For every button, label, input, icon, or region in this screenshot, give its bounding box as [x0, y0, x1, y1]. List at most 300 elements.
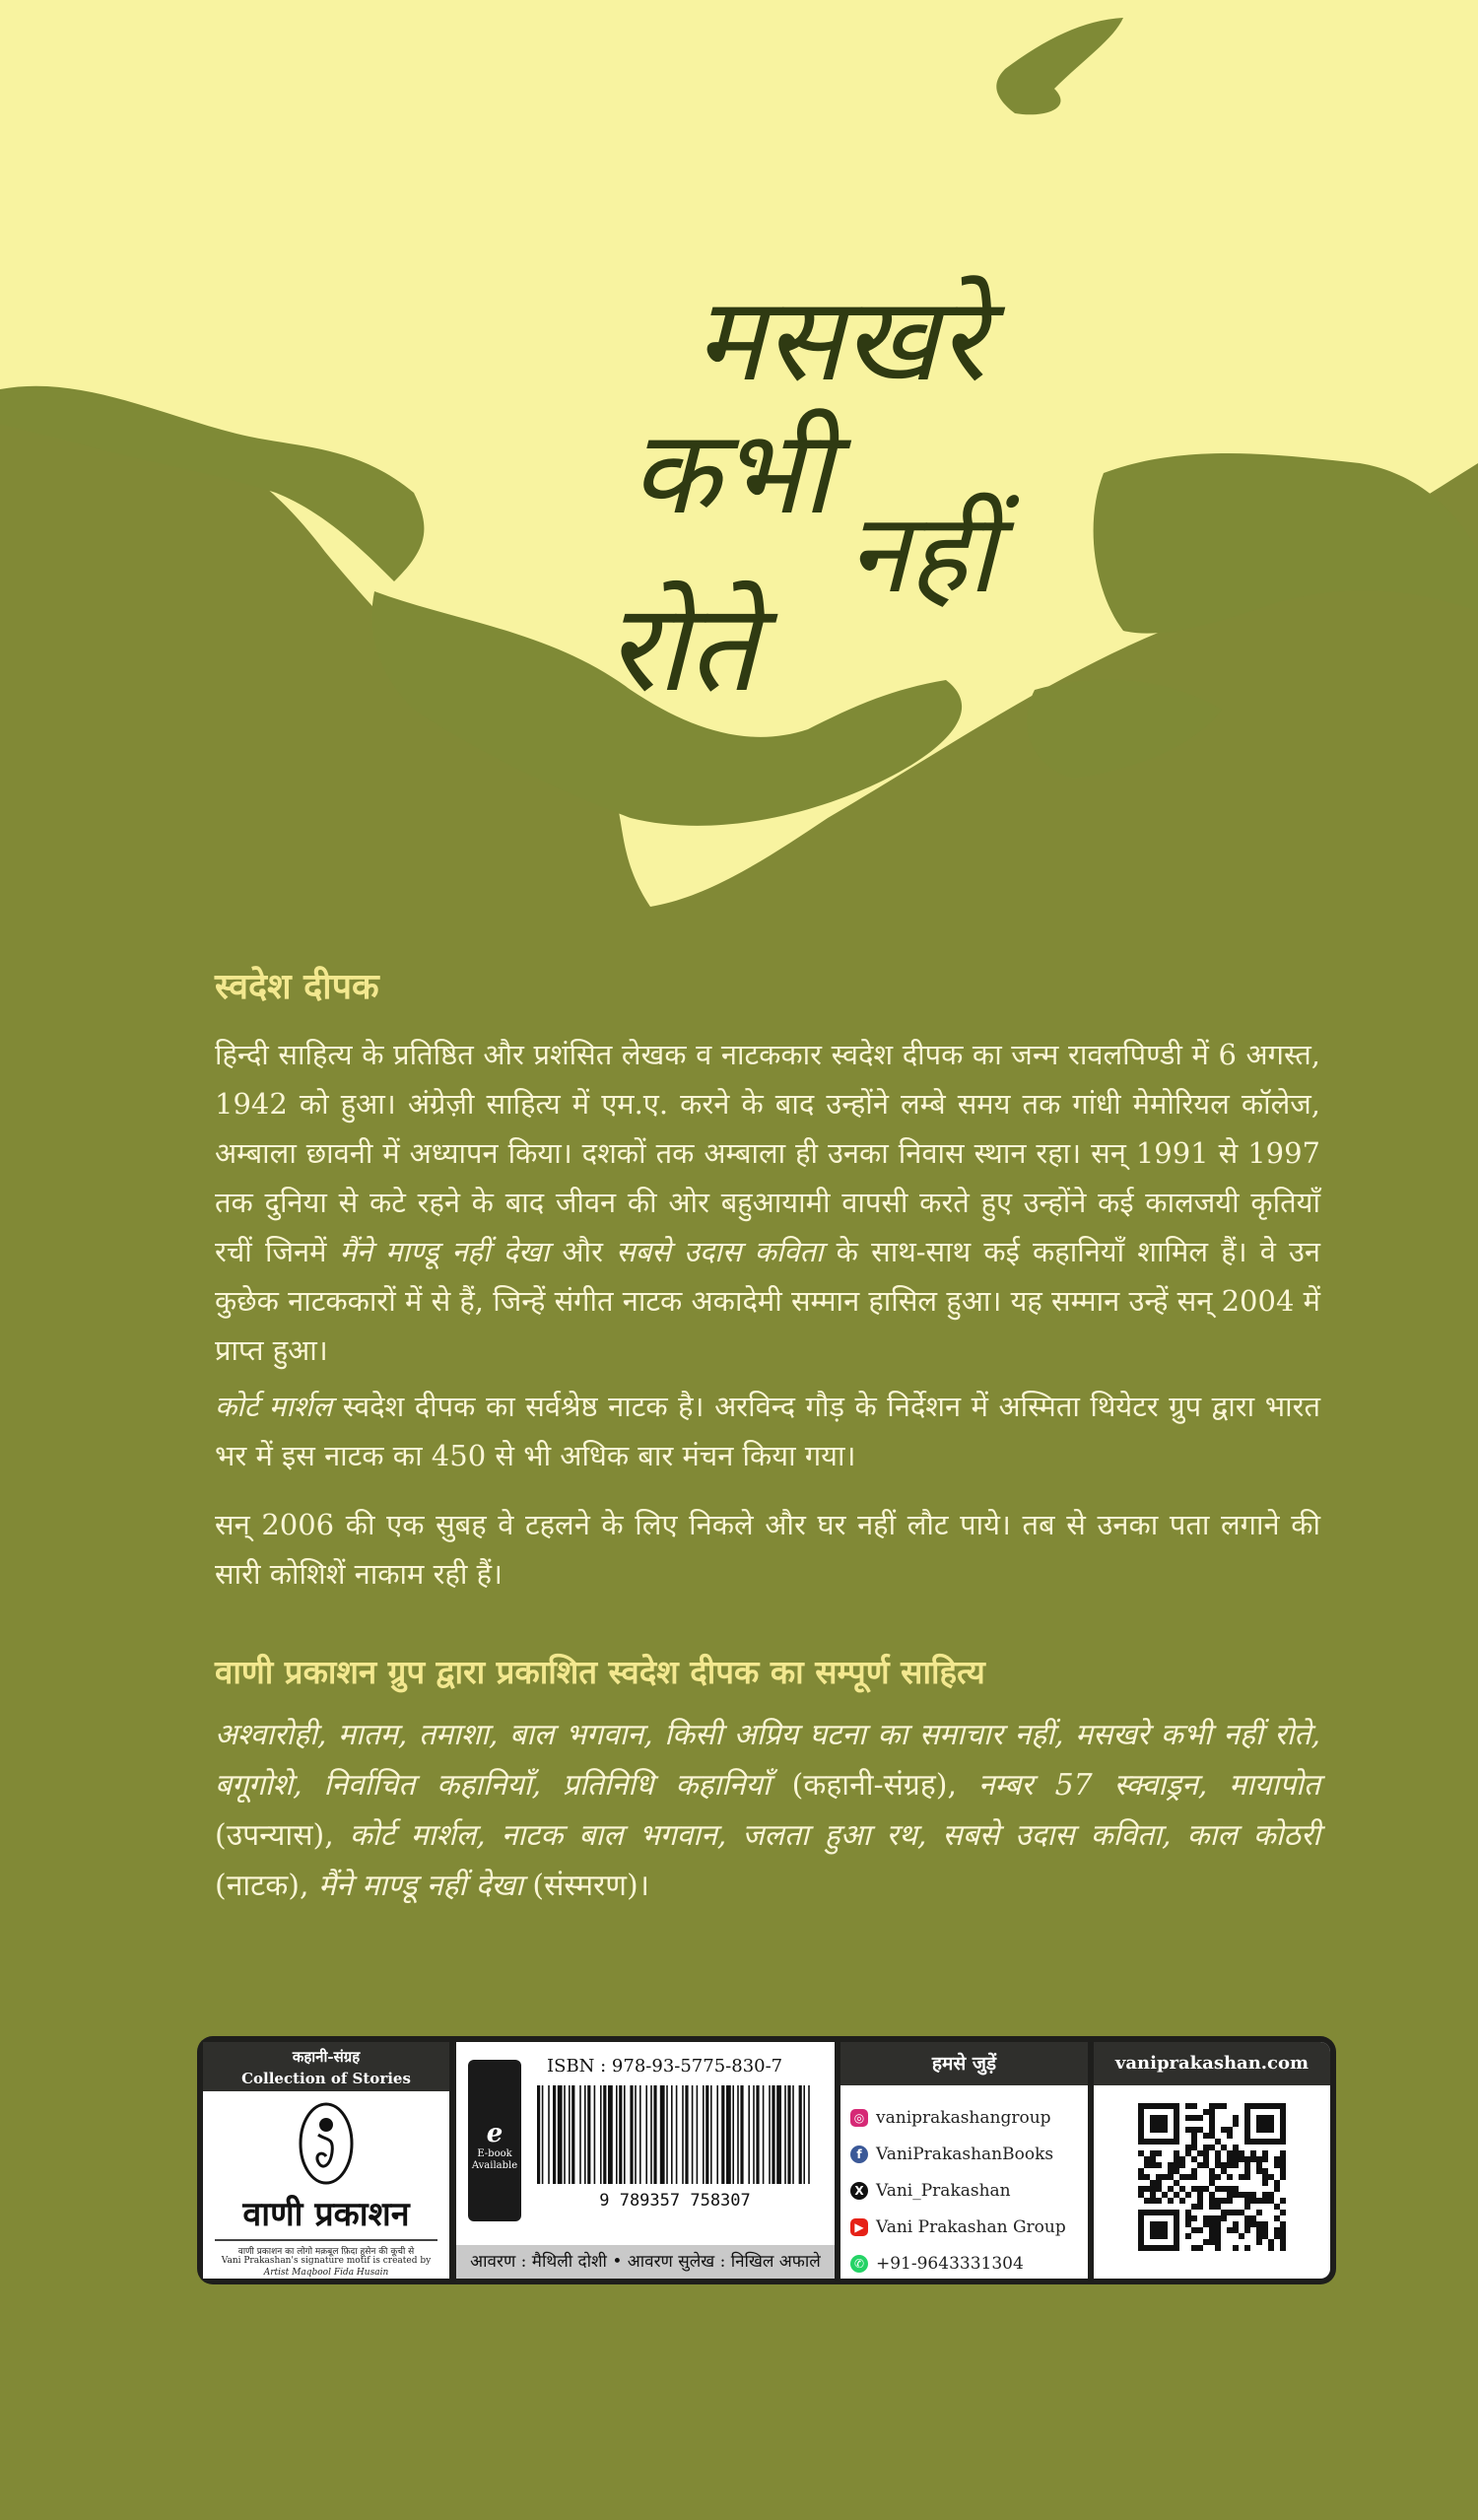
qr-module — [1250, 2192, 1256, 2198]
barcode-bar — [619, 2085, 622, 2184]
qr-module — [1244, 2168, 1250, 2174]
qr-module — [1185, 2221, 1191, 2227]
barcode-bar — [553, 2085, 556, 2184]
qr-module — [1144, 2139, 1150, 2145]
qr-module — [1268, 2192, 1274, 2198]
barcode-bar — [792, 2085, 794, 2184]
qr-module — [1144, 2103, 1150, 2109]
qr-module — [1138, 2192, 1144, 2198]
qr-module — [1215, 2227, 1221, 2233]
qr-module — [1185, 2115, 1191, 2121]
qr-module — [1197, 2186, 1203, 2192]
qr-module — [1203, 2186, 1209, 2192]
qr-module — [1215, 2156, 1221, 2162]
qr-module — [1256, 2127, 1262, 2133]
barcode-bar — [660, 2085, 665, 2184]
qr-module — [1197, 2204, 1203, 2210]
qr-module — [1138, 2174, 1144, 2180]
qr-module — [1156, 2121, 1162, 2127]
qr-module — [1168, 2245, 1174, 2251]
qr-module — [1209, 2192, 1215, 2198]
qr-module — [1156, 2127, 1162, 2133]
qr-module — [1156, 2139, 1162, 2145]
barcode-bar — [542, 2085, 544, 2184]
qr-module — [1156, 2245, 1162, 2251]
qr-module — [1268, 2127, 1274, 2133]
ebook-available-label: Available — [471, 2160, 518, 2171]
qr-module — [1174, 2168, 1179, 2174]
barcode-bar — [650, 2085, 652, 2184]
qr-module — [1233, 2221, 1239, 2227]
qr-module — [1280, 2227, 1286, 2233]
qr-module — [1244, 2198, 1250, 2204]
qr-module — [1162, 2210, 1168, 2215]
barcode-bar — [653, 2085, 656, 2184]
qr-module — [1150, 2150, 1156, 2156]
qr-module — [1268, 2139, 1274, 2145]
barcode-bar — [808, 2085, 810, 2184]
qr-module — [1227, 2186, 1233, 2192]
qr-module — [1256, 2156, 1262, 2162]
social-x[interactable] — [850, 2176, 1011, 2206]
barcode-bar — [603, 2085, 606, 2184]
qr-module — [1244, 2215, 1250, 2221]
barcode-bar — [579, 2085, 581, 2184]
qr-module — [1150, 2121, 1156, 2127]
qr-module — [1162, 2121, 1168, 2127]
barcode-bar — [716, 2085, 718, 2184]
qr-module — [1274, 2227, 1280, 2233]
qr-module — [1262, 2198, 1268, 2204]
qr-module — [1138, 2127, 1144, 2133]
qr-module — [1256, 2139, 1262, 2145]
qr-module — [1256, 2210, 1262, 2215]
qr-module — [1250, 2150, 1256, 2156]
barcode-bar — [803, 2085, 805, 2184]
qr-module — [1227, 2227, 1233, 2233]
barcode-bar — [740, 2085, 743, 2184]
qr-module — [1244, 2162, 1250, 2168]
qr-module — [1262, 2221, 1268, 2227]
qr-module — [1174, 2139, 1179, 2145]
qr-module — [1244, 2221, 1250, 2227]
qr-module — [1215, 2233, 1221, 2239]
qr-module — [1274, 2215, 1280, 2221]
barcode-bar — [756, 2085, 759, 2184]
qr-module — [1191, 2204, 1197, 2210]
qr-module — [1274, 2186, 1280, 2192]
qr-module — [1280, 2109, 1286, 2115]
barcode-bar — [608, 2085, 613, 2184]
qr-module — [1174, 2133, 1179, 2139]
qr-module — [1274, 2103, 1280, 2109]
qr-module — [1233, 2227, 1239, 2233]
qr-module — [1233, 2186, 1239, 2192]
qr-module — [1174, 2210, 1179, 2215]
barcode-bar — [639, 2085, 641, 2184]
qr-module — [1144, 2186, 1150, 2192]
qr-module — [1227, 2174, 1233, 2180]
qr-module — [1268, 2239, 1274, 2245]
qr-module — [1262, 2227, 1268, 2233]
qr-module — [1209, 2239, 1215, 2245]
qr-module — [1244, 2204, 1250, 2210]
qr-module — [1150, 2210, 1156, 2215]
cover-credits: आवरण : मैथिली दोशी • आवरण सुलेख : निखिल अफाले — [456, 2245, 835, 2279]
qr-module — [1156, 2180, 1162, 2186]
qr-module — [1244, 2103, 1250, 2109]
qr-module — [1174, 2180, 1179, 2186]
qr-module — [1144, 2156, 1150, 2162]
qr-module — [1174, 2121, 1179, 2127]
barcode-bar — [587, 2085, 590, 2184]
barcode-bar — [682, 2085, 684, 2184]
barcode-bar — [705, 2085, 708, 2184]
qr-module — [1215, 2174, 1221, 2180]
barcode-bar — [558, 2085, 563, 2184]
qr-module — [1262, 2139, 1268, 2145]
qr-module — [1174, 2109, 1179, 2115]
qr-module — [1191, 2227, 1197, 2233]
qr-module — [1138, 2245, 1144, 2251]
qr-module — [1168, 2198, 1174, 2204]
qr-module — [1221, 2103, 1227, 2109]
qr-module — [1156, 2115, 1162, 2121]
qr-module — [1191, 2103, 1197, 2109]
qr-module — [1280, 2139, 1286, 2145]
qr-module — [1256, 2239, 1262, 2245]
qr-module — [1280, 2233, 1286, 2239]
barcode-bar — [537, 2085, 540, 2184]
social-instagram[interactable] — [850, 2103, 1051, 2133]
barcode-bar — [784, 2085, 786, 2184]
qr-module — [1227, 2192, 1233, 2198]
qr-module — [1268, 2245, 1274, 2251]
qr-module — [1274, 2162, 1280, 2168]
work-title: मैंने माण्डू नहीं देखा — [339, 1235, 550, 1268]
qr-module — [1168, 2174, 1174, 2180]
qr-module — [1215, 2150, 1221, 2156]
website-url[interactable]: vaniprakashan.com — [1094, 2042, 1330, 2085]
qr-module — [1150, 2139, 1156, 2145]
genre-label — [203, 2042, 449, 2091]
barcode-bar — [666, 2085, 668, 2184]
logo-artist: Artist Maqbool Fida Husain — [263, 2268, 389, 2278]
qr-module — [1256, 2227, 1262, 2233]
qr-module — [1233, 2150, 1239, 2156]
qr-module — [1156, 2150, 1162, 2156]
barcode-bar — [635, 2085, 637, 2184]
qr-module — [1197, 2127, 1203, 2133]
qr-module — [1250, 2139, 1256, 2145]
qr-module — [1203, 2239, 1209, 2245]
qr-module — [1221, 2127, 1227, 2133]
qr-code-icon[interactable] — [1138, 2103, 1286, 2251]
qr-module — [1150, 2227, 1156, 2233]
qr-module — [1274, 2204, 1280, 2210]
title-line-2: कभी — [631, 404, 833, 540]
qr-module — [1138, 2239, 1144, 2245]
barcode-bar — [630, 2085, 633, 2184]
barcode-bar — [616, 2085, 618, 2184]
qr-module — [1221, 2186, 1227, 2192]
qr-module — [1138, 2233, 1144, 2239]
qr-module — [1250, 2221, 1256, 2227]
qr-module — [1233, 2115, 1239, 2121]
barcode-bar — [685, 2085, 688, 2184]
qr-module — [1144, 2210, 1150, 2215]
qr-module — [1162, 2233, 1168, 2239]
qr-module — [1244, 2227, 1250, 2233]
memoir-title: मैंने माण्डू नहीं देखा — [318, 1869, 523, 1903]
qr-module — [1262, 2192, 1268, 2198]
genre-hindi: कहानी-संग्रह — [292, 2048, 361, 2066]
qr-module — [1262, 2103, 1268, 2109]
qr-module — [1197, 2245, 1203, 2251]
qr-module — [1138, 2133, 1144, 2139]
qr-module — [1227, 2210, 1233, 2215]
barcode-bar — [564, 2085, 566, 2184]
qr-module — [1280, 2121, 1286, 2127]
qr-module — [1256, 2221, 1262, 2227]
qr-module — [1209, 2103, 1215, 2109]
qr-module — [1150, 2156, 1156, 2162]
barcode-bar — [697, 2085, 699, 2184]
connect-heading: हमसे जुड़ें — [840, 2042, 1088, 2085]
qr-module — [1197, 2227, 1203, 2233]
qr-module — [1162, 2139, 1168, 2145]
barcode-bar — [732, 2085, 734, 2184]
barcode-bar — [753, 2085, 755, 2184]
qr-module — [1138, 2210, 1144, 2215]
qr-module — [1280, 2133, 1286, 2139]
qr-module — [1262, 2115, 1268, 2121]
qr-module — [1215, 2162, 1221, 2168]
qr-module — [1280, 2239, 1286, 2245]
qr-module — [1150, 2233, 1156, 2239]
social-handle: vaniprakashangroup — [876, 2108, 1051, 2128]
qr-module — [1185, 2215, 1191, 2221]
qr-module — [1156, 2186, 1162, 2192]
court-martial-paragraph: कोर्ट मार्शल स्वदेश दीपक का सर्वश्रेष्ठ नाटक है। अरविन्द गौड़ के निर्देशन में अस्मिता थियेटर ग्रुप द्वारा भारत भर में इस नाटक का 450 से भी अधिक बार मंचन किया गया। — [215, 1390, 1320, 1472]
qr-module — [1256, 2168, 1262, 2174]
qr-module — [1256, 2233, 1262, 2239]
qr-module — [1244, 2127, 1250, 2133]
qr-module — [1221, 2198, 1227, 2204]
qr-module — [1256, 2103, 1262, 2109]
facebook-icon: f — [850, 2145, 868, 2163]
barcode-bar — [772, 2085, 774, 2184]
qr-module — [1268, 2115, 1274, 2121]
barcode-bar — [799, 2085, 802, 2184]
qr-module — [1209, 2198, 1215, 2204]
qr-module — [1280, 2127, 1286, 2133]
qr-module — [1203, 2133, 1209, 2139]
publisher-name: वाणी प्रकाशन — [242, 2195, 410, 2234]
qr-module — [1179, 2156, 1185, 2162]
qr-module — [1221, 2162, 1227, 2168]
qr-module — [1174, 2103, 1179, 2109]
qr-module — [1191, 2186, 1197, 2192]
qr-module — [1156, 2221, 1162, 2227]
qr-module — [1185, 2174, 1191, 2180]
qr-module — [1250, 2103, 1256, 2109]
title-line-4: रोते — [606, 578, 758, 719]
qr-module — [1156, 2162, 1162, 2168]
barcode-bar — [571, 2085, 574, 2184]
qr-module — [1174, 2215, 1179, 2221]
qr-module — [1185, 2127, 1191, 2133]
qr-module — [1174, 2239, 1179, 2245]
qr-module — [1215, 2221, 1221, 2227]
qr-module — [1150, 2162, 1156, 2168]
qr-module — [1162, 2174, 1168, 2180]
qr-module — [1168, 2168, 1174, 2174]
title-line-1: मसखरे — [695, 271, 986, 407]
qr-module — [1215, 2215, 1221, 2221]
barcode-bar — [769, 2085, 771, 2184]
barcode-bar — [748, 2085, 750, 2184]
qr-module — [1233, 2145, 1239, 2150]
qr-module — [1138, 2227, 1144, 2233]
social-whatsapp[interactable] — [850, 2249, 1024, 2279]
isbn-number: ISBN : 978-93-5775-830-7 — [547, 2056, 783, 2077]
qr-module — [1239, 2210, 1244, 2215]
qr-module — [1209, 2127, 1215, 2133]
qr-module — [1185, 2210, 1191, 2215]
qr-module — [1274, 2233, 1280, 2239]
barcode-bar — [692, 2085, 694, 2184]
qr-module — [1233, 2156, 1239, 2162]
qr-module — [1250, 2215, 1256, 2221]
qr-module — [1138, 2215, 1144, 2221]
qr-module — [1138, 2115, 1144, 2121]
qr-module — [1138, 2186, 1144, 2192]
qr-module — [1215, 2139, 1221, 2145]
qr-module — [1174, 2192, 1179, 2198]
qr-module — [1144, 2245, 1150, 2251]
qr-module — [1227, 2198, 1233, 2204]
qr-module — [1138, 2168, 1144, 2174]
qr-module — [1179, 2174, 1185, 2180]
qr-module — [1209, 2221, 1215, 2227]
qr-module — [1244, 2245, 1250, 2251]
qr-module — [1227, 2133, 1233, 2139]
qr-module — [1239, 2192, 1244, 2198]
qr-module — [1191, 2156, 1197, 2162]
qr-module — [1268, 2103, 1274, 2109]
qr-module — [1156, 2233, 1162, 2239]
qr-module — [1274, 2180, 1280, 2186]
qr-module — [1233, 2162, 1239, 2168]
qr-module — [1174, 2245, 1179, 2251]
qr-module — [1227, 2162, 1233, 2168]
social-facebook[interactable] — [850, 2140, 1053, 2169]
qr-module — [1179, 2198, 1185, 2204]
qr-module — [1138, 2121, 1144, 2127]
qr-module — [1280, 2174, 1286, 2180]
barcode-bar — [737, 2085, 739, 2184]
qr-module — [1191, 2215, 1197, 2221]
qr-module — [1168, 2103, 1174, 2109]
qr-module — [1244, 2109, 1250, 2115]
qr-module — [1191, 2139, 1197, 2145]
work-title: कोर्ट मार्शल — [215, 1390, 333, 1423]
qr-module — [1209, 2174, 1215, 2180]
barcode-bar — [726, 2085, 731, 2184]
qr-module — [1244, 2121, 1250, 2127]
qr-module — [1150, 2221, 1156, 2227]
qr-module — [1144, 2198, 1150, 2204]
qr-module — [1215, 2103, 1221, 2109]
youtube-icon: ▶ — [850, 2218, 868, 2236]
qr-module — [1174, 2150, 1179, 2156]
barcode-bar — [703, 2085, 705, 2184]
qr-module — [1203, 2215, 1209, 2221]
qr-module — [1256, 2121, 1262, 2127]
qr-module — [1150, 2103, 1156, 2109]
qr-module — [1209, 2121, 1215, 2127]
barcode-bar — [548, 2085, 550, 2184]
qr-module — [1280, 2210, 1286, 2215]
qr-module — [1209, 2168, 1215, 2174]
qr-module — [1197, 2198, 1203, 2204]
qr-module — [1274, 2139, 1280, 2145]
qr-module — [1244, 2133, 1250, 2139]
qr-module — [1215, 2239, 1221, 2245]
qr-module — [1280, 2156, 1286, 2162]
qr-module — [1168, 2210, 1174, 2215]
logo-credit-english: Vani Prakashan's signature motif is created by — [221, 2256, 432, 2266]
qr-module — [1150, 2186, 1156, 2192]
qr-module — [1280, 2221, 1286, 2227]
isbn-barcode — [529, 2081, 821, 2210]
qr-module — [1233, 2121, 1239, 2127]
qr-module — [1280, 2115, 1286, 2121]
qr-module — [1191, 2174, 1197, 2180]
website-panel — [1094, 2042, 1330, 2279]
social-youtube[interactable] — [850, 2213, 1066, 2242]
qr-module — [1185, 2145, 1191, 2150]
qr-module — [1244, 2156, 1250, 2162]
qr-module — [1150, 2198, 1156, 2204]
social-handle: Vani Prakashan Group — [876, 2217, 1066, 2237]
qr-module — [1203, 2221, 1209, 2227]
plays-list: कोर्ट मार्शल, नाटक बाल भगवान, जलता हुआ रथ, सबसे उदास कविता, काल कोठरी — [349, 1818, 1320, 1853]
qr-module — [1209, 2145, 1215, 2150]
cover-illustration — [0, 0, 1478, 986]
barcode-bar — [710, 2085, 712, 2184]
qr-module — [1215, 2245, 1221, 2251]
qr-module — [1191, 2127, 1197, 2133]
qr-module — [1262, 2127, 1268, 2133]
barcode-bar — [787, 2085, 790, 2184]
qr-module — [1209, 2109, 1215, 2115]
qr-module — [1179, 2186, 1185, 2192]
qr-module — [1168, 2186, 1174, 2192]
qr-module — [1244, 2139, 1250, 2145]
qr-module — [1280, 2245, 1286, 2251]
qr-module — [1280, 2198, 1286, 2204]
logo-credit-hindi: वाणी प्रकाशन का लोगो मक़बूल फ़िदा हुसेन की कूची से — [237, 2247, 415, 2257]
qr-module — [1162, 2227, 1168, 2233]
qr-module — [1185, 2233, 1191, 2239]
title-line-3: नहीं — [847, 490, 996, 618]
barcode-bar — [600, 2085, 602, 2184]
publisher-logo-icon — [297, 2101, 356, 2186]
qr-module — [1185, 2192, 1191, 2198]
qr-module — [1185, 2150, 1191, 2156]
